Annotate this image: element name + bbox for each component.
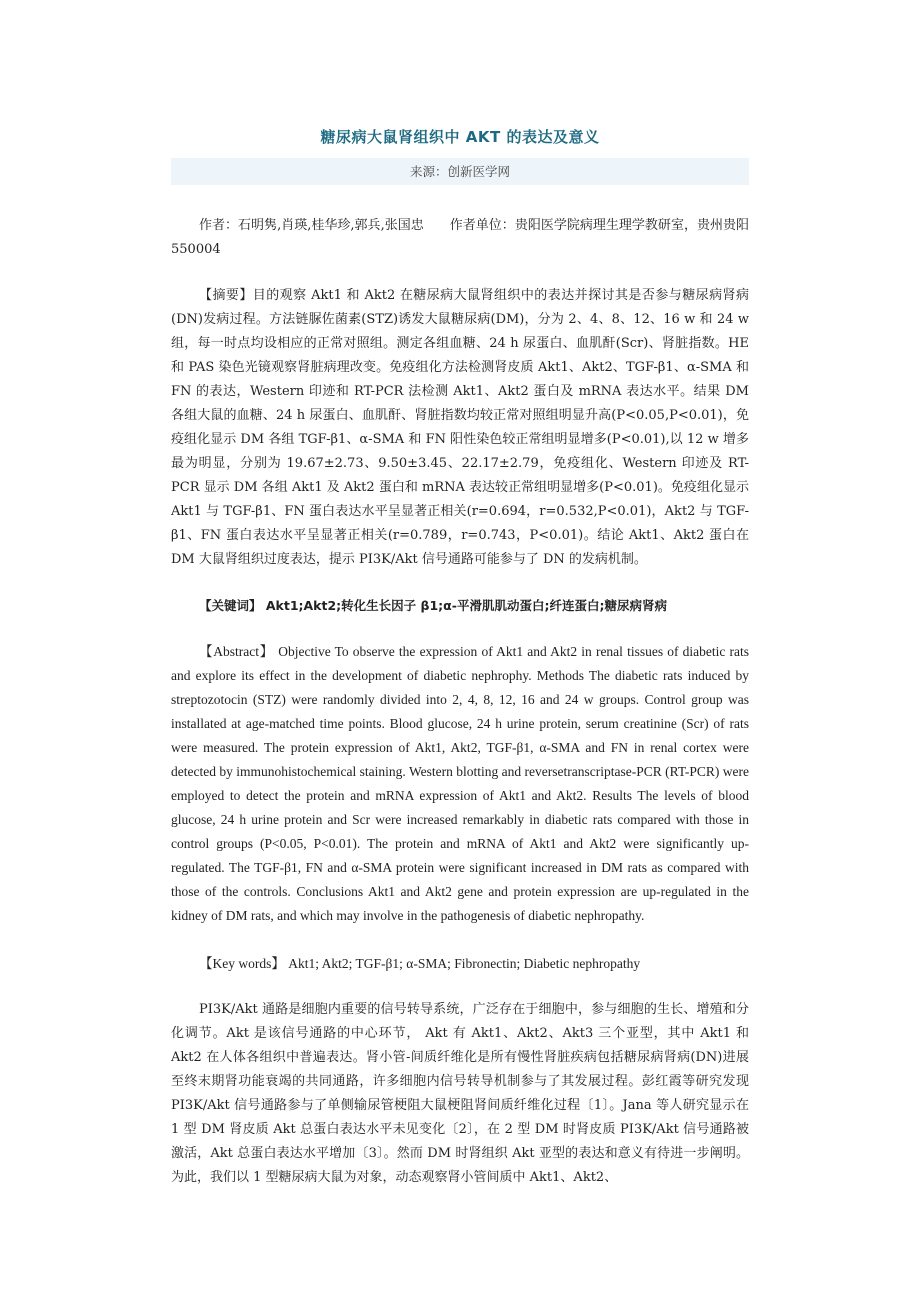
article-title: 糖尿病大鼠肾组织中 AKT 的表达及意义 xyxy=(320,128,600,146)
abstract-english: 【Abstract】 Objective To observe the expression of Akt1 and Akt2 in renal tissues of diabetic rats and explore its effect in the development of diabetic nephrophy. Methods The diabetic rats induced by streptozotocin (STZ) were randomly divided into 2, 4, 8, 12, 16 and 24 w groups. Control group was installated at age-matched time points. Blood glucose, 24 h urine protein, serum creatinine (Scr) of rats were measured. The protein expression of Akt1, Akt2, TGF-β1, α-SMA and FN in renal cortex were detected by immunohistochemical staining. Western blotting and reversetranscriptase-PCR (RT-PCR) were employed to detect the protein and mRNA expression of Akt1 and Akt2. Results The levels of blood glucose, 24 h urine protein and Scr were increased remarkably in diabetic rats compared with those in control groups (P<0.05, P<0.01). The protein and mRNA of Akt1 and Akt2 were significantly up-regulated. The TGF-β1, FN and α-SMA protein were significant increased in DM rats as compared with those of the controls. Conclusions Akt1 and Akt2 gene and protein expression are up-regulated in the kidney of DM rats, and which may involve in the pathogenesis of diabetic nephropathy. xyxy=(171,644,749,923)
keywords-english: 【Key words】 Akt1; Akt2; TGF-β1; α-SMA; Fibronectin; Diabetic nephropathy xyxy=(199,956,641,971)
article-source: 来源：创新医学网 xyxy=(171,158,749,185)
introduction-paragraph: PI3K/Akt 通路是细胞内重要的信号转导系统，广泛存在于细胞中，参与细胞的生长、增殖和分化调节。Akt 是该信号通路的中心环节， Akt 有 Akt1、Akt2、Akt3 三个亚型，其中 Akt1 和 Akt2 在人体各组织中普遍表达。肾小管-间质纤维化是所有慢性肾脏疾病包括糖尿病肾病(DN)进展至终末期肾功能衰竭的共同通路，许多细胞内信号转导机制参与了其发展过程。彭红霞等研究发现 PI3K/Akt 信号通路参与了单侧输尿管梗阻大鼠梗阻肾间质纤维化过程〔1〕。Jana 等人研究显示在 1 型 DM 肾皮质 Akt 总蛋白表达水平未见变化〔2〕，在 2 型 DM 时肾皮质 PI3K/Akt 信号通路被激活，Akt 总蛋白表达水平增加〔3〕。然而 DM 时肾组织 Akt 亚型的表达和意义有待进一步阐明。为此，我们以 1 型糖尿病大鼠为对象，动态观察肾小管间质中 Akt1、Akt2、 xyxy=(171,1002,749,1185)
keywords-chinese: 【关键词】 Akt1;Akt2;转化生长因子 β1;α-平滑肌肌动蛋白;纤连蛋白;糖尿病肾病 xyxy=(199,598,667,613)
author-info: 作者：石明隽,肖瑛,桂华珍,郭兵,张国忠 作者单位：贵阳医学院病理生理学教研室，贵州贵阳 550004 xyxy=(171,218,749,257)
abstract-chinese: 【摘要】目的观察 Akt1 和 Akt2 在糖尿病大鼠肾组织中的表达并探讨其是否参与糖尿病肾病(DN)发病过程。方法链脲佐菌素(STZ)诱发大鼠糖尿病(DM)，分为 2、4、8、12、16 w 和 24 w 组，每一时点均设相应的正常对照组。测定各组血糖、24 h 尿蛋白、血肌酐(Scr)、肾脏指数。HE 和 PAS 染色光镜观察肾脏病理改变。免疫组化方法检测肾皮质 Akt1、Akt2、TGF-β1、α-SMA 和 FN 的表达，Western 印迹和 RT-PCR 法检测 Akt1、Akt2 蛋白及 mRNA 表达水平。结果 DM 各组大鼠的血糖、24 h 尿蛋白、血肌酐、肾脏指数均较正常对照组明显升高(P<0.05,P<0.01)，免疫组化显示 DM 各组 TGF-β1、α-SMA 和 FN 阳性染色较正常组明显增多(P<0.01),以 12 w 增多最为明显，分别为 19.67±2.73、9.50±3.45、22.17±2.79，免疫组化、Western 印迹及 RT-PCR 显示 DM 各组 Akt1 及 Akt2 蛋白和 mRNA 表达较正常组明显增多(P<0.01)。免疫组化显示 Akt1 与 TGF-β1、FN 蛋白表达水平呈显著正相关(r=0.694，r=0.532,P<0.01)，Akt2 与 TGF-β1、FN 蛋白表达水平呈显著正相关(r=0.789，r=0.743，P<0.01)。结论 Akt1、Akt2 蛋白在 DM 大鼠肾组织过度表达，提示 PI3K/Akt 信号通路可能参与了 DN 的发病机制。 xyxy=(171,288,749,567)
